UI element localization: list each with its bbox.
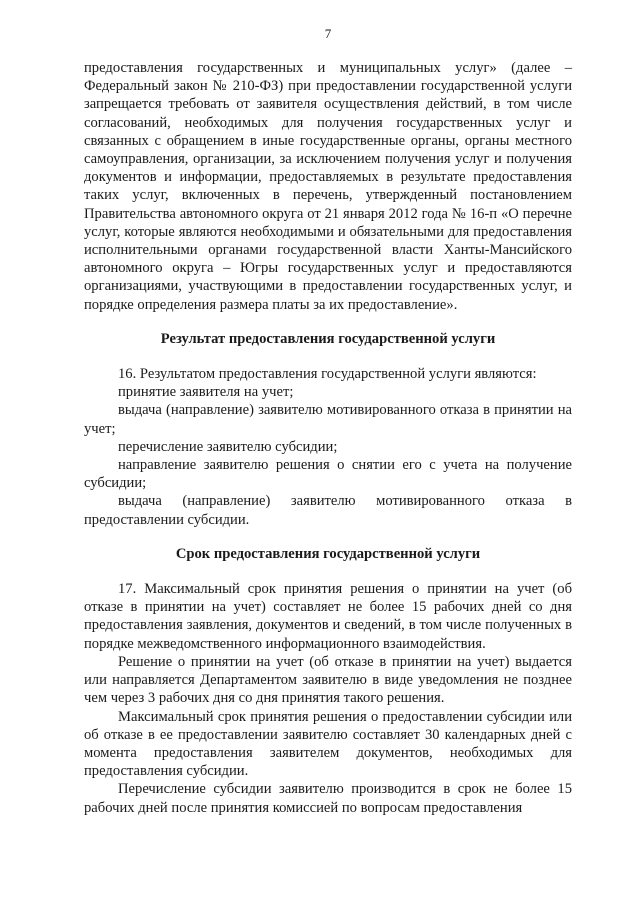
- term-paragraph: Максимальный срок принятия решения о предоставлении субсидии или об отказе в ее предоставлении заявителю составляет 30 календарных дней с момента предоставления заявителем документов, необходимых для предоставления субсидии.: [84, 708, 572, 780]
- result-paragraph: перечисление заявителю субсидии;: [118, 438, 338, 455]
- result-paragraph: выдача (направление) заявителю мотивированного отказа в предоставлении субсидии.: [84, 493, 572, 528]
- result-paragraph: направление заявителю решения о снятии его с учета на получение субсидии;: [84, 457, 572, 492]
- term-paragraph: 17. Максимальный срок принятия решения о принятии на учет (об отказе в принятии на учет) составляет не более 15 рабочих дней со дня предоставления заявления, документов и сведений, в том числе полученных в порядке межведомственного информационного взаимодействия.: [84, 581, 572, 652]
- result-paragraph: принятие заявителя на учет;: [118, 384, 294, 401]
- section-heading-term: Срок предоставления государственной услуги: [175, 545, 481, 562]
- term-paragraph: Решение о принятии на учет (об отказе в принятии на учет) выдается или направляется Департаментом заявителю в виде уведомления не позднее чем через 3 рабочих дня со дня принятия такого решения.: [84, 653, 572, 707]
- result-paragraph: выдача (направление) заявителю мотивированного отказа в принятии на учет;: [84, 402, 572, 437]
- page-number: 7: [324, 26, 332, 41]
- section-heading-result: Результат предоставления государственной услуги: [160, 330, 496, 347]
- result-paragraph: 16. Результатом предоставления государственной услуги являются:: [118, 366, 537, 383]
- term-paragraph: Перечисление субсидии заявителю производится в срок не более 15 рабочих дней после принятия комиссией по вопросам предоставления: [84, 781, 572, 816]
- intro-paragraph: предоставления государственных и муниципальных услуг» (далее – Федеральный закон № 210-ФЗ) при предоставлении государственной услуги запрещается требовать от заявителя осуществления действий, в том числе согласований, необходимых для получения государственных услуг и связанных с обращением в иные государственные органы, органы местного самоуправления, организации, за исключением получения услуг и получения документов и информации, предоставляемых в результате предоставления таких услуг, включенных в перечень, утвержденный постановлением Правительства автономного округа от 21 января 2012 года № 16-п «О перечне услуг, которые являются необходимыми и обязательными для предоставления исполнительными органами государственной власти Ханты-Мансийского автономного округа – Югры государственных услуг и предоставляются организациями, участвующими в предоставлении государственных услуг, и порядке определения размера платы за их предоставление».: [84, 60, 572, 313]
